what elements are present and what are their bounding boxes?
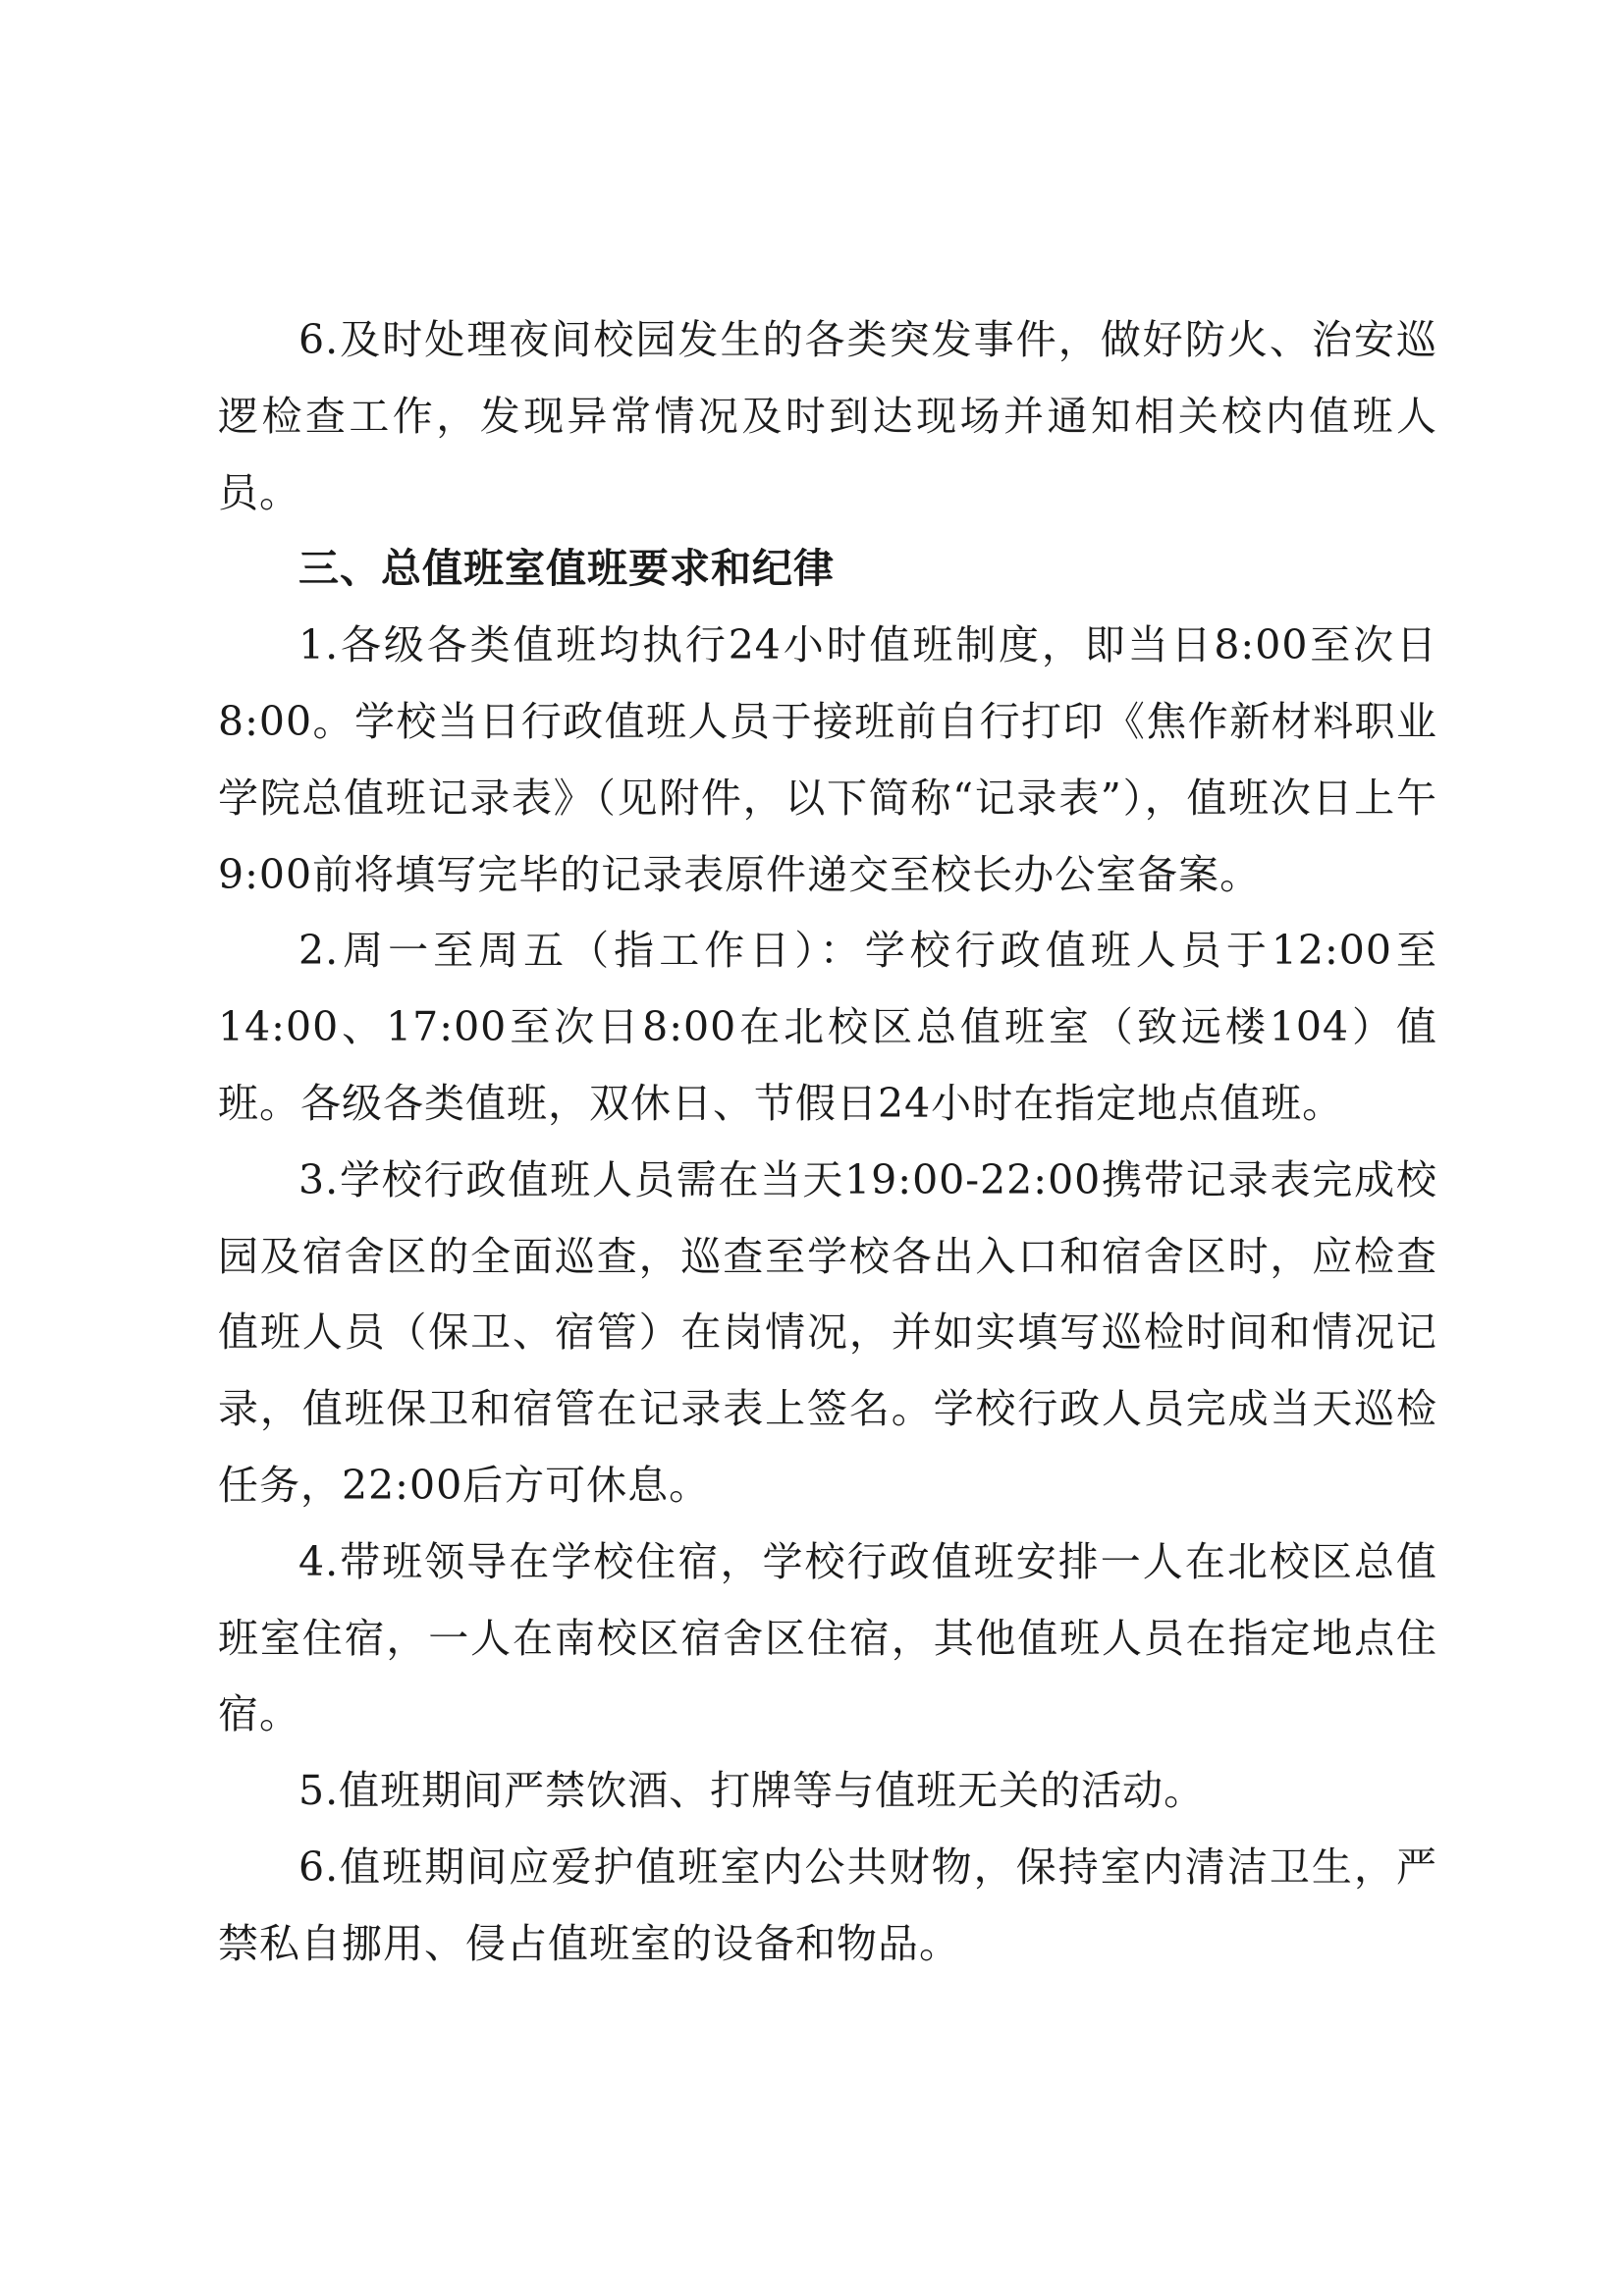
section-heading-3: 三、总值班室值班要求和纪律 [298,545,835,593]
paragraph-rule-2: 2.周一至周五（指工作日）：学校行政值班人员于12:00至14:00、17:00至次日8:00在北校区总值班室（致远楼104）值班。各级各类值班，双休日、节假日24小时在指定地点值班。 [218,927,1437,1127]
paragraph-rule-5: 5.值班期间严禁饮酒、打牌等与值班无关的活动。 [298,1767,1206,1815]
paragraph-rule-1: 1.各级各类值班均执行24小时值班制度，即当日8:00至次日8:00。学校当日行政值班人员于接班前自行打印《焦作新材料职业学院总值班记录表》（见附件，以下简称“记录表”），值班次日上午9:00前将填写完毕的记录表原件递交至校长办公室备案。 [218,621,1437,898]
document-body [218,302,1437,1983]
paragraph-item-6-duties: 6.及时处理夜间校园发生的各类突发事件，做好防火、治安巡逻检查工作，发现异常情况及时到达现场并通知相关校内值班人员。 [218,316,1437,516]
paragraph-rule-3: 3.学校行政值班人员需在当天19:00-22:00携带记录表完成校园及宿舍区的全面巡查，巡查至学校各出入口和宿舍区时，应检查值班人员（保卫、宿管）在岗情况，并如实填写巡检时间和情况记录，值班保卫和宿管在记录表上签名。学校行政人员完成当天巡检任务，22:00后方可休息。 [218,1155,1437,1509]
paragraph-rule-6: 6.值班期间应爱护值班室内公共财物，保持室内清洁卫生，严禁私自挪用、侵占值班室的设备和物品。 [218,1842,1437,1967]
paragraph-rule-4: 4.带班领导在学校住宿，学校行政值班安排一人在北校区总值班室住宿，一人在南校区宿舍区住宿，其他值班人员在指定地点住宿。 [218,1537,1437,1738]
